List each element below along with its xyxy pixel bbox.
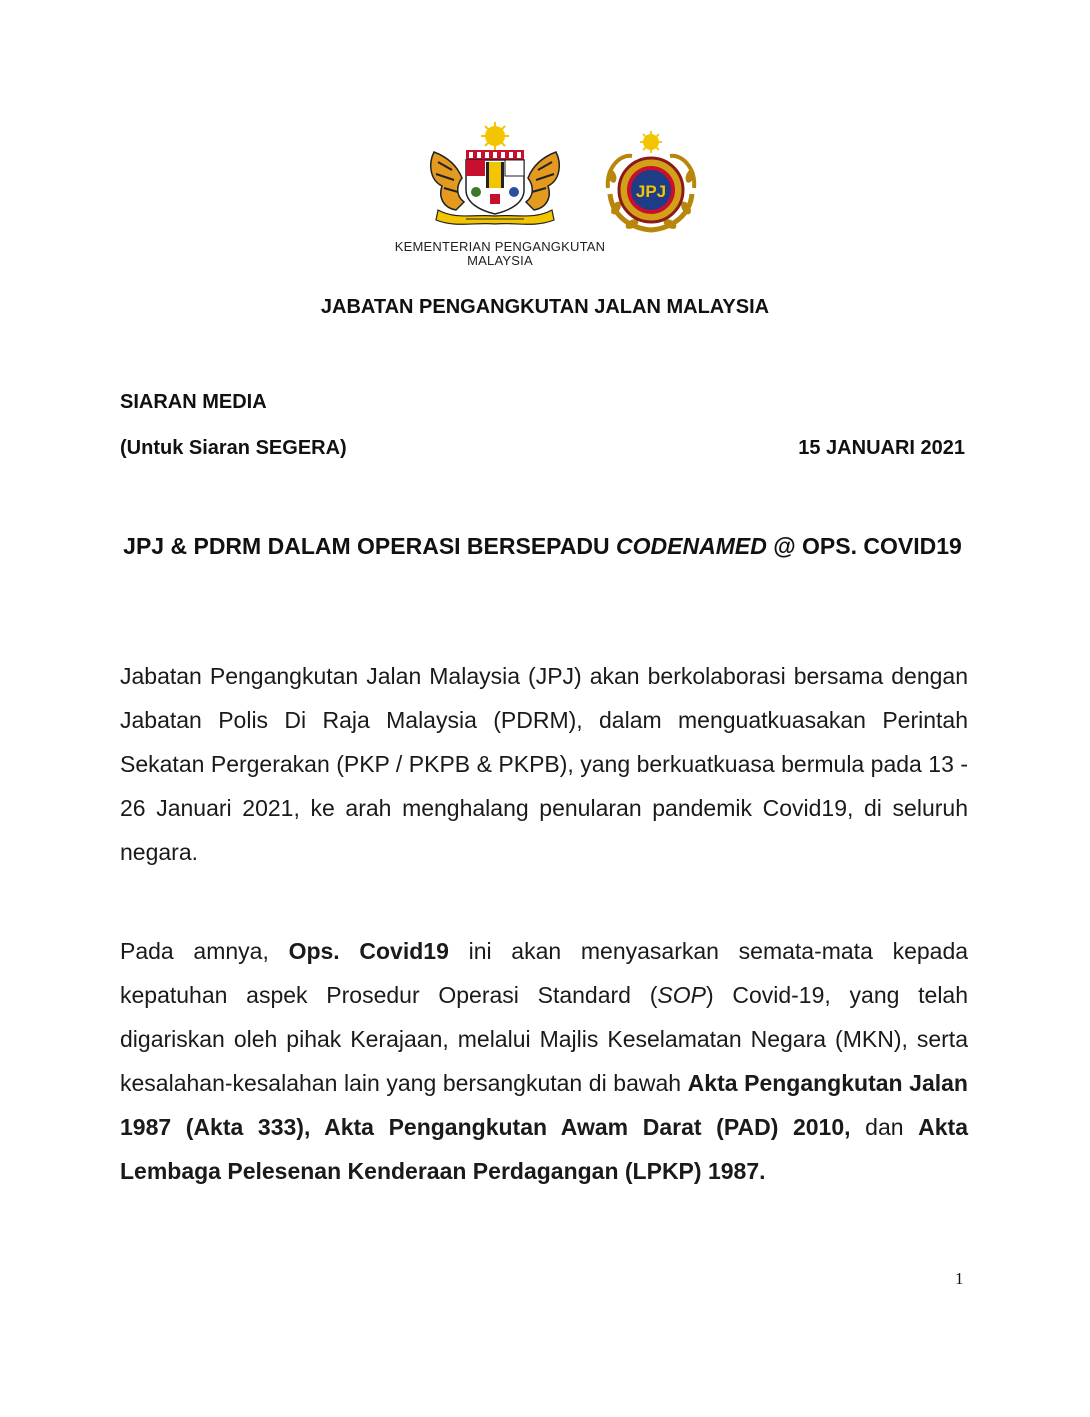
ministry-name — [340, 240, 660, 268]
ministry-name-line2: MALAYSIA — [467, 253, 533, 268]
para2-text-2: ini akan menyasarkan semata-mata kepada kepatuhan aspek Prosedur Operasi Standard ( — [120, 938, 969, 1008]
release-type: SIARAN MEDIA — [120, 391, 267, 413]
para2-bold-lpkp: Akta Lembaga Pelesenan Kenderaan Perdagangan (LPKP) 1987. — [120, 1114, 969, 1184]
jpj-badge-text: JPJ — [635, 182, 667, 201]
department-title: JABATAN PENGANGKUTAN JALAN MALAYSIA — [320, 296, 770, 318]
body-paragraph-2 — [120, 929, 968, 1193]
release-status: (Untuk Siaran SEGERA) — [120, 437, 347, 459]
para2-italic-sop: SOP — [657, 982, 706, 1008]
headline — [120, 532, 965, 560]
malaysia-coat-of-arms-logo — [426, 122, 564, 228]
para2-text-3: ) Covid-19, yang telah digariskan oleh pihak Kerajaan, melalui Majlis Keselamatan Negara (MKN), serta kesalahan-kesalahan lain yang bersangkutan di bawah — [120, 982, 969, 1096]
body-paragraph-1: Jabatan Pengangkutan Jalan Malaysia (JPJ) akan berkolaborasi bersama dengan Jabatan Polis Di Raja Malaysia (PDRM), dalam menguatkuasakan Perintah Sekatan Pergerakan (PKP / PKPB & PKPB), yang berkuatkuasa bermula pada 13 - 26 Januari 2021, ke arah menghalang penularan pandemik Covid19, di seluruh negara. — [120, 663, 968, 865]
headline-part2: @ OPS. COVID19 — [766, 533, 962, 559]
header-logos — [0, 118, 1090, 278]
para2-text-1: Pada amnya, — [120, 938, 289, 964]
ministry-name-line1: KEMENTERIAN PENGANGKUTAN — [394, 239, 606, 254]
headline-italic: CODENAMED — [616, 533, 767, 559]
para2-bold-ops: Ops. Covid19 — [288, 938, 449, 964]
headline-part1: JPJ & PDRM DALAM OPERASI BERSEPADU — [123, 533, 617, 559]
jpj-emblem-logo — [602, 128, 700, 236]
para2-bold-acts: Akta Pengangkutan Jalan 1987 (Akta 333), Akta Pengangkutan Awam Darat (PAD) 2010, — [120, 1070, 968, 1140]
page-number: 1 — [955, 1269, 964, 1288]
para2-text-4: dan — [850, 1114, 919, 1140]
release-date: 15 JANUARI 2021 — [798, 437, 965, 459]
